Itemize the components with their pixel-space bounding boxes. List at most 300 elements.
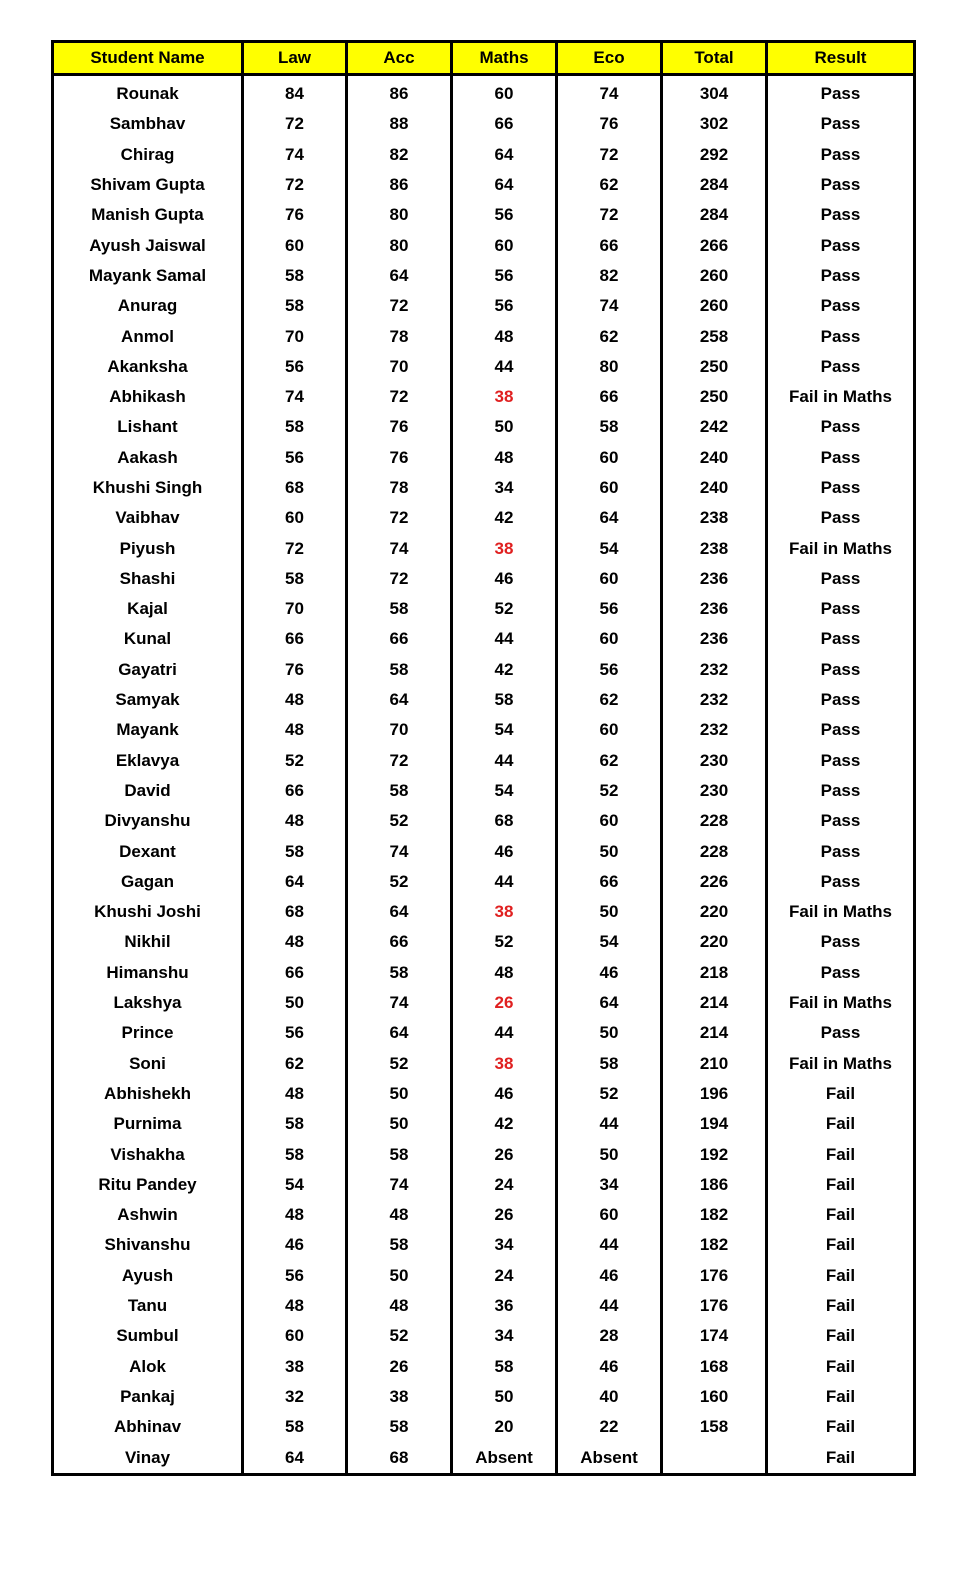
student-name-cell: Abhishekh <box>53 1079 243 1109</box>
maths-cell: 44 <box>452 624 557 654</box>
law-cell: 56 <box>243 1018 347 1048</box>
table-row <box>53 473 915 503</box>
acc-cell: 66 <box>347 927 452 957</box>
result-cell: Pass <box>767 685 915 715</box>
eco-cell: 66 <box>557 867 662 897</box>
acc-cell: 58 <box>347 1412 452 1442</box>
law-cell: 48 <box>243 1079 347 1109</box>
maths-cell: 52 <box>452 594 557 624</box>
table-row <box>53 927 915 957</box>
result-cell: Fail <box>767 1351 915 1381</box>
student-name-cell: Divyanshu <box>53 806 243 836</box>
table-row <box>53 261 915 291</box>
result-cell: Fail <box>767 1291 915 1321</box>
acc-cell: 38 <box>347 1382 452 1412</box>
maths-cell: 48 <box>452 321 557 351</box>
acc-cell: 72 <box>347 564 452 594</box>
student-name-cell: David <box>53 776 243 806</box>
law-cell: 48 <box>243 715 347 745</box>
total-cell: 176 <box>662 1291 767 1321</box>
law-cell: 76 <box>243 655 347 685</box>
eco-cell: 60 <box>557 564 662 594</box>
eco-cell: 56 <box>557 655 662 685</box>
acc-cell: 72 <box>347 503 452 533</box>
acc-cell: 74 <box>347 533 452 563</box>
maths-cell: 20 <box>452 1412 557 1442</box>
acc-cell: 52 <box>347 1049 452 1079</box>
student-name-cell: Aakash <box>53 443 243 473</box>
table-row <box>53 655 915 685</box>
eco-cell: 50 <box>557 1018 662 1048</box>
total-cell: 292 <box>662 140 767 170</box>
student-name-cell: Anmol <box>53 321 243 351</box>
total-cell: 228 <box>662 806 767 836</box>
law-cell: 76 <box>243 200 347 230</box>
eco-cell: 60 <box>557 1200 662 1230</box>
result-cell: Pass <box>767 776 915 806</box>
eco-cell: 54 <box>557 533 662 563</box>
law-cell: 60 <box>243 230 347 260</box>
eco-cell: 72 <box>557 140 662 170</box>
eco-cell: 44 <box>557 1291 662 1321</box>
law-cell: 58 <box>243 1109 347 1139</box>
table-body <box>53 75 915 1475</box>
table-row <box>53 321 915 351</box>
result-cell: Fail <box>767 1412 915 1442</box>
acc-cell: 50 <box>347 1079 452 1109</box>
eco-cell: 52 <box>557 776 662 806</box>
acc-cell: 48 <box>347 1200 452 1230</box>
law-cell: 58 <box>243 564 347 594</box>
student-name-cell: Gayatri <box>53 655 243 685</box>
result-cell: Fail <box>767 1109 915 1139</box>
maths-cell: 64 <box>452 170 557 200</box>
student-name-cell: Soni <box>53 1049 243 1079</box>
table-row <box>53 1018 915 1048</box>
maths-cell: 50 <box>452 1382 557 1412</box>
eco-cell: 74 <box>557 75 662 110</box>
eco-cell: 50 <box>557 836 662 866</box>
law-cell: 56 <box>243 443 347 473</box>
acc-cell: 78 <box>347 321 452 351</box>
maths-cell: 46 <box>452 1079 557 1109</box>
maths-cell: 60 <box>452 75 557 110</box>
acc-cell: 66 <box>347 624 452 654</box>
student-name-cell: Shivam Gupta <box>53 170 243 200</box>
maths-cell: 54 <box>452 715 557 745</box>
eco-cell: 62 <box>557 746 662 776</box>
acc-cell: 52 <box>347 1321 452 1351</box>
result-cell: Pass <box>767 624 915 654</box>
student-name-cell: Anurag <box>53 291 243 321</box>
student-name-cell: Mayank Samal <box>53 261 243 291</box>
total-cell: 238 <box>662 533 767 563</box>
law-cell: 68 <box>243 897 347 927</box>
table-row <box>53 1109 915 1139</box>
total-cell: 250 <box>662 352 767 382</box>
table-row <box>53 230 915 260</box>
student-name-cell: Lishant <box>53 412 243 442</box>
result-cell: Pass <box>767 170 915 200</box>
table-row <box>53 594 915 624</box>
eco-cell: 60 <box>557 806 662 836</box>
law-cell: 54 <box>243 1170 347 1200</box>
total-cell: 210 <box>662 1049 767 1079</box>
maths-cell: 48 <box>452 443 557 473</box>
header-maths: Maths <box>452 42 557 75</box>
table-row <box>53 412 915 442</box>
marks-sheet <box>51 40 913 1476</box>
acc-cell: 64 <box>347 685 452 715</box>
total-cell: 196 <box>662 1079 767 1109</box>
student-name-cell: Mayank <box>53 715 243 745</box>
eco-cell: 34 <box>557 1170 662 1200</box>
total-cell: 240 <box>662 473 767 503</box>
law-cell: 84 <box>243 75 347 110</box>
total-cell: 232 <box>662 715 767 745</box>
eco-cell: Absent <box>557 1442 662 1474</box>
acc-cell: 64 <box>347 897 452 927</box>
total-cell: 230 <box>662 746 767 776</box>
table-row <box>53 1412 915 1442</box>
acc-cell: 52 <box>347 806 452 836</box>
maths-cell: 44 <box>452 1018 557 1048</box>
maths-cell: 56 <box>452 200 557 230</box>
total-cell: 220 <box>662 897 767 927</box>
law-cell: 66 <box>243 958 347 988</box>
maths-cell: 24 <box>452 1261 557 1291</box>
table-row <box>53 382 915 412</box>
maths-cell: 64 <box>452 140 557 170</box>
table-row <box>53 443 915 473</box>
total-cell: 242 <box>662 412 767 442</box>
result-cell: Fail in Maths <box>767 382 915 412</box>
result-cell: Fail in Maths <box>767 897 915 927</box>
table-row <box>53 1200 915 1230</box>
law-cell: 58 <box>243 412 347 442</box>
table-row <box>53 624 915 654</box>
student-name-cell: Akanksha <box>53 352 243 382</box>
eco-cell: 62 <box>557 321 662 351</box>
total-cell: 284 <box>662 200 767 230</box>
total-cell: 258 <box>662 321 767 351</box>
total-cell: 304 <box>662 75 767 110</box>
student-name-cell: Himanshu <box>53 958 243 988</box>
acc-cell: 72 <box>347 382 452 412</box>
eco-cell: 50 <box>557 897 662 927</box>
acc-cell: 82 <box>347 140 452 170</box>
result-cell: Pass <box>767 715 915 745</box>
table-row <box>53 1230 915 1260</box>
eco-cell: 50 <box>557 1139 662 1169</box>
total-cell: 260 <box>662 261 767 291</box>
acc-cell: 72 <box>347 291 452 321</box>
acc-cell: 72 <box>347 746 452 776</box>
student-name-cell: Samyak <box>53 685 243 715</box>
eco-cell: 64 <box>557 988 662 1018</box>
table-row <box>53 1382 915 1412</box>
eco-cell: 56 <box>557 594 662 624</box>
table-row <box>53 1351 915 1381</box>
student-name-cell: Sambhav <box>53 109 243 139</box>
maths-cell: 24 <box>452 1170 557 1200</box>
maths-cell: 38 <box>452 382 557 412</box>
total-cell: 214 <box>662 1018 767 1048</box>
eco-cell: 46 <box>557 1261 662 1291</box>
result-cell: Pass <box>767 867 915 897</box>
table-row <box>53 867 915 897</box>
maths-cell: 58 <box>452 1351 557 1381</box>
result-cell: Fail <box>767 1261 915 1291</box>
eco-cell: 60 <box>557 473 662 503</box>
law-cell: 48 <box>243 1200 347 1230</box>
result-cell: Pass <box>767 958 915 988</box>
result-cell: Fail in Maths <box>767 1049 915 1079</box>
total-cell: 228 <box>662 836 767 866</box>
student-name-cell: Manish Gupta <box>53 200 243 230</box>
eco-cell: 66 <box>557 230 662 260</box>
maths-cell: 60 <box>452 230 557 260</box>
eco-cell: 62 <box>557 170 662 200</box>
total-cell: 236 <box>662 624 767 654</box>
acc-cell: 80 <box>347 200 452 230</box>
student-name-cell: Vishakha <box>53 1139 243 1169</box>
total-cell: 230 <box>662 776 767 806</box>
total-cell: 158 <box>662 1412 767 1442</box>
total-cell: 238 <box>662 503 767 533</box>
acc-cell: 70 <box>347 352 452 382</box>
student-name-cell: Chirag <box>53 140 243 170</box>
result-cell: Pass <box>767 352 915 382</box>
table-row <box>53 988 915 1018</box>
maths-cell: Absent <box>452 1442 557 1474</box>
maths-cell: 48 <box>452 958 557 988</box>
law-cell: 32 <box>243 1382 347 1412</box>
law-cell: 68 <box>243 473 347 503</box>
eco-cell: 60 <box>557 624 662 654</box>
total-cell: 284 <box>662 170 767 200</box>
table-row <box>53 1321 915 1351</box>
student-name-cell: Shivanshu <box>53 1230 243 1260</box>
table-row <box>53 897 915 927</box>
law-cell: 60 <box>243 1321 347 1351</box>
law-cell: 74 <box>243 382 347 412</box>
student-name-cell: Abhikash <box>53 382 243 412</box>
total-cell: 232 <box>662 685 767 715</box>
table-row <box>53 352 915 382</box>
law-cell: 50 <box>243 988 347 1018</box>
result-cell: Fail in Maths <box>767 533 915 563</box>
student-name-cell: Sumbul <box>53 1321 243 1351</box>
result-cell: Fail <box>767 1139 915 1169</box>
total-cell: 194 <box>662 1109 767 1139</box>
table-row <box>53 503 915 533</box>
header-row <box>53 42 915 75</box>
student-name-cell: Lakshya <box>53 988 243 1018</box>
result-cell: Pass <box>767 927 915 957</box>
table-row <box>53 533 915 563</box>
student-name-cell: Vaibhav <box>53 503 243 533</box>
acc-cell: 52 <box>347 867 452 897</box>
acc-cell: 58 <box>347 958 452 988</box>
total-cell: 186 <box>662 1170 767 1200</box>
maths-cell: 44 <box>452 352 557 382</box>
total-cell: 218 <box>662 958 767 988</box>
result-cell: Pass <box>767 473 915 503</box>
acc-cell: 50 <box>347 1261 452 1291</box>
student-name-cell: Purnima <box>53 1109 243 1139</box>
header-result: Result <box>767 42 915 75</box>
table-row <box>53 836 915 866</box>
result-cell: Pass <box>767 140 915 170</box>
law-cell: 46 <box>243 1230 347 1260</box>
acc-cell: 64 <box>347 261 452 291</box>
law-cell: 38 <box>243 1351 347 1381</box>
total-cell: 236 <box>662 564 767 594</box>
acc-cell: 26 <box>347 1351 452 1381</box>
student-name-cell: Ayush Jaiswal <box>53 230 243 260</box>
law-cell: 72 <box>243 170 347 200</box>
law-cell: 56 <box>243 352 347 382</box>
eco-cell: 64 <box>557 503 662 533</box>
student-name-cell: Pankaj <box>53 1382 243 1412</box>
total-cell <box>662 1442 767 1474</box>
maths-cell: 26 <box>452 1139 557 1169</box>
table-row <box>53 200 915 230</box>
table-row <box>53 291 915 321</box>
total-cell: 214 <box>662 988 767 1018</box>
total-cell: 168 <box>662 1351 767 1381</box>
law-cell: 70 <box>243 321 347 351</box>
maths-cell: 38 <box>452 897 557 927</box>
law-cell: 66 <box>243 776 347 806</box>
student-name-cell: Tanu <box>53 1291 243 1321</box>
total-cell: 266 <box>662 230 767 260</box>
header-acc: Acc <box>347 42 452 75</box>
table-row <box>53 1079 915 1109</box>
total-cell: 260 <box>662 291 767 321</box>
total-cell: 220 <box>662 927 767 957</box>
eco-cell: 60 <box>557 715 662 745</box>
acc-cell: 58 <box>347 1230 452 1260</box>
maths-cell: 38 <box>452 1049 557 1079</box>
result-cell: Pass <box>767 321 915 351</box>
law-cell: 64 <box>243 867 347 897</box>
acc-cell: 58 <box>347 594 452 624</box>
acc-cell: 68 <box>347 1442 452 1474</box>
acc-cell: 76 <box>347 443 452 473</box>
result-cell: Pass <box>767 594 915 624</box>
student-name-cell: Ayush <box>53 1261 243 1291</box>
law-cell: 48 <box>243 1291 347 1321</box>
total-cell: 236 <box>662 594 767 624</box>
result-cell: Pass <box>767 1018 915 1048</box>
acc-cell: 48 <box>347 1291 452 1321</box>
law-cell: 66 <box>243 624 347 654</box>
result-cell: Pass <box>767 412 915 442</box>
result-cell: Fail <box>767 1170 915 1200</box>
table-row <box>53 685 915 715</box>
total-cell: 250 <box>662 382 767 412</box>
law-cell: 58 <box>243 261 347 291</box>
maths-cell: 34 <box>452 473 557 503</box>
acc-cell: 86 <box>347 170 452 200</box>
result-cell: Pass <box>767 261 915 291</box>
student-name-cell: Kajal <box>53 594 243 624</box>
maths-cell: 68 <box>452 806 557 836</box>
result-cell: Pass <box>767 443 915 473</box>
result-cell: Fail <box>767 1079 915 1109</box>
maths-cell: 50 <box>452 412 557 442</box>
law-cell: 60 <box>243 503 347 533</box>
acc-cell: 70 <box>347 715 452 745</box>
law-cell: 74 <box>243 140 347 170</box>
eco-cell: 60 <box>557 443 662 473</box>
student-name-cell: Ashwin <box>53 1200 243 1230</box>
table-row <box>53 1170 915 1200</box>
maths-cell: 44 <box>452 746 557 776</box>
total-cell: 232 <box>662 655 767 685</box>
header-law: Law <box>243 42 347 75</box>
student-name-cell: Vinay <box>53 1442 243 1474</box>
maths-cell: 36 <box>452 1291 557 1321</box>
result-cell: Pass <box>767 806 915 836</box>
student-name-cell: Abhinav <box>53 1412 243 1442</box>
law-cell: 70 <box>243 594 347 624</box>
result-cell: Pass <box>767 655 915 685</box>
table-row <box>53 1261 915 1291</box>
result-cell: Fail <box>767 1321 915 1351</box>
result-cell: Pass <box>767 200 915 230</box>
result-cell: Pass <box>767 230 915 260</box>
eco-cell: 28 <box>557 1321 662 1351</box>
acc-cell: 86 <box>347 75 452 110</box>
result-cell: Pass <box>767 291 915 321</box>
acc-cell: 74 <box>347 988 452 1018</box>
maths-cell: 56 <box>452 291 557 321</box>
total-cell: 226 <box>662 867 767 897</box>
student-name-cell: Piyush <box>53 533 243 563</box>
eco-cell: 72 <box>557 200 662 230</box>
acc-cell: 58 <box>347 776 452 806</box>
eco-cell: 58 <box>557 412 662 442</box>
maths-cell: 66 <box>452 109 557 139</box>
acc-cell: 50 <box>347 1109 452 1139</box>
header-student-name: Student Name <box>53 42 243 75</box>
student-name-cell: Shashi <box>53 564 243 594</box>
maths-cell: 34 <box>452 1321 557 1351</box>
student-name-cell: Dexant <box>53 836 243 866</box>
eco-cell: 66 <box>557 382 662 412</box>
result-cell: Pass <box>767 746 915 776</box>
table-row <box>53 75 915 110</box>
eco-cell: 74 <box>557 291 662 321</box>
total-cell: 182 <box>662 1230 767 1260</box>
table-row <box>53 776 915 806</box>
law-cell: 52 <box>243 746 347 776</box>
header-eco: Eco <box>557 42 662 75</box>
result-cell: Pass <box>767 564 915 594</box>
maths-cell: 34 <box>452 1230 557 1260</box>
table-row <box>53 806 915 836</box>
eco-cell: 54 <box>557 927 662 957</box>
law-cell: 58 <box>243 1139 347 1169</box>
law-cell: 48 <box>243 927 347 957</box>
total-cell: 302 <box>662 109 767 139</box>
eco-cell: 82 <box>557 261 662 291</box>
header-total: Total <box>662 42 767 75</box>
maths-cell: 26 <box>452 1200 557 1230</box>
